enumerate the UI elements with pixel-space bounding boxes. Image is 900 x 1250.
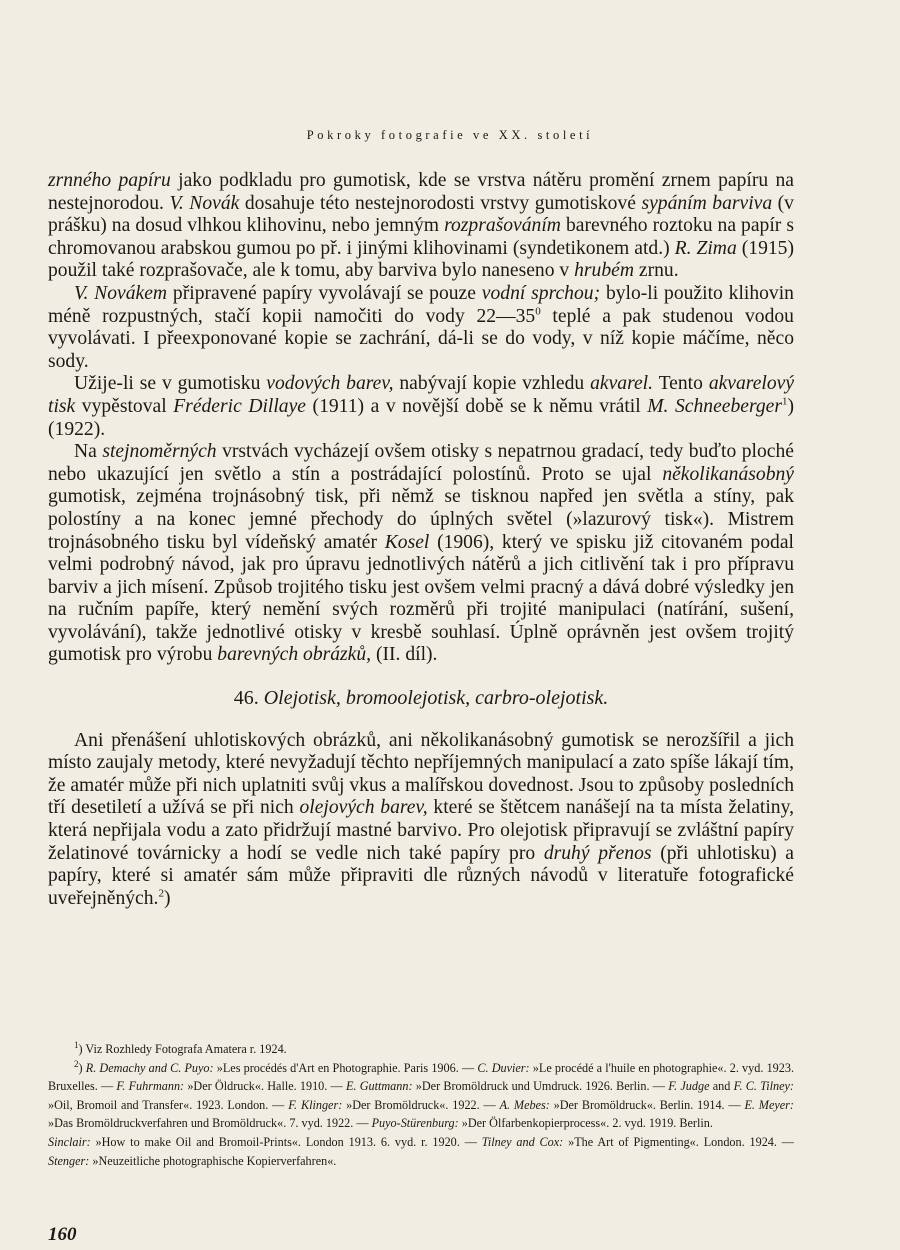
section-heading: 46. Olejotisk, bromoolejotisk, carbro-olejotisk. [233,687,609,710]
running-header: Pokroky fotografie ve XX. století [306,128,594,142]
paragraph-4: Na stejnoměrných vrstvách vycházejí ovšem otisky s nepatrnou gradací, tedy buďto ploché nebo ukazující jen světlo a stín a postrádající polostínů. Proto se ujal několikanásobný gumotisk, zejména trojnásobný tisk, při němž se tisknou napřed jen světla a stíny, pak polostíny a na konec jemné přechody do úplných světel (»lazurový tisk«). Mistrem trojnásobného tisku byl vídeňský amatér Kosel (1906), který ve spisku již citovaném podal velmi podrobný návod, jak pro úpravu jednotlivých nátěrů a jich citlivění tak i pro přípravu barviv a jich mísení. Způsob trojitého tisku jest ovšem velmi pracný a dává dobré výsledky jen na ručním papíře, který nemění svých rozměrů při trojité manipulaci (natírání, sušení, vyvolávání), takže jednotlivé otisky v kresbě souhlasí. Úplně oprávněn jest ovšem trojitý gumotisk pro výrobu barevných obrázků, (II. díl). [48,441,794,666]
paragraph-3: Užije-li se v gumotisku vodových barev, nabývají kopie vzhledu akvarel. Tento akvarelový tisk vypěstoval Fréderic Dillaye (1911) a v novější době se k němu vrátil M. Schneeberger$^1$) (1922). [48,373,795,440]
main-text [48,170,794,910]
footnote-1: $^1$) Viz Rozhledy Fotografa Amatera r. 1924. [74,1039,287,1056]
paragraph-5: Ani přenášení uhlotiskových obrázků, ani několikanásobný gumotisk se nerozšířil a jich místo zaujaly metody, které nevyžadují těchto nepříjemných manipulací a zato spíše lákají tím, že amatér může při nich uplatniti svůj vkus a malířskou dovednost. Jsou to způsoby posledních tří desetiletí a užívá se při nich olejových barev, které se štětcem nanášejí na ta místa želatiny, která nepřijala vodu a zato přidržují mastné barvivo. Pro olejotisk připravují se zvláštní papíry želatinové továrnicky a hodí se vedle nich také papíry pro druhý přenos (při uhlotisku) a papíry, které si amatér sám může připraviti dle různých návodů v literatuře fotografické uveřejněných.$^2$) [48,729,794,909]
footnote-2: $^2$) R. Demachy and C. Puyo: »Les procédés d'Art en Photographie. Paris 1906. — C. Duvier: »Le procédé a l'huile en photographie«. 2. vyd. 1923. Bruxelles. — F. Fuhrmann: »Der Öldruck«. Halle. 1910. — E. Guttmann: »Der Bromöldruck und Umdruck. 1926. Berlin. — F. Judge and F. C. Tilney: »Oil, Bromoil and Transfer«. 1923. London. — F. Klinger: »Der Bromöldruck«. 1922. — A. Mebes: »Der Bromöldruck«. Berlin. 1914. — E. Meyer: »Das Bromöldruckverfahren und Bromöldruck«. 7. vyd. 1922. — Puyo-Stürenburg: »Der Ölfarbenkopierprocess«. 2. vyd. 1919. Berlin. [48,1058,794,1131]
page-number: 160 [48,1224,77,1245]
footnote-2-continued: Sinclair: »How to make Oil and Bromoil-Prints«. London 1913. 6. vyd. r. 1920. — Tilney and Cox: »The Art of Pigmenting«. London. 1924. — Stenger: »Neuzeitliche photographische Kopierverfahren«. [48,1134,794,1168]
paragraph-2: V. Novákem připravené papíry vyvolávají se pouze vodní sprchou; bylo-li použito klihovin méně rozpustných, stačí kopii namočiti do vody $22—35^0$ teplé a pak studenou vodou vyvolávati. I přeexponované kopie se zachrání, dá-li se do vody, v níž kopie máčíme, něco sody. [48,282,794,372]
footnotes [48,1040,794,1170]
paragraph-1: zrnného papíru jako podkladu pro gumotisk, kde se vrstva nátěru promění zrnem papíru na nestejnorodou. V. Novák dosahuje této nestejnorodosti vrstvy gumotiskové sypáním barviva (v prášku) na dosud vlhkou klihovinu, nebo jemným rozprašováním barevného roztoku na papír s chromovanou arabskou gumou po př. i jinými klihovinami (syndetikonem atd.) R. Zima (1915) použil také rozprašovače, ale k tomu, aby barviva bylo naneseno v hrubém zrnu. [48,170,794,282]
